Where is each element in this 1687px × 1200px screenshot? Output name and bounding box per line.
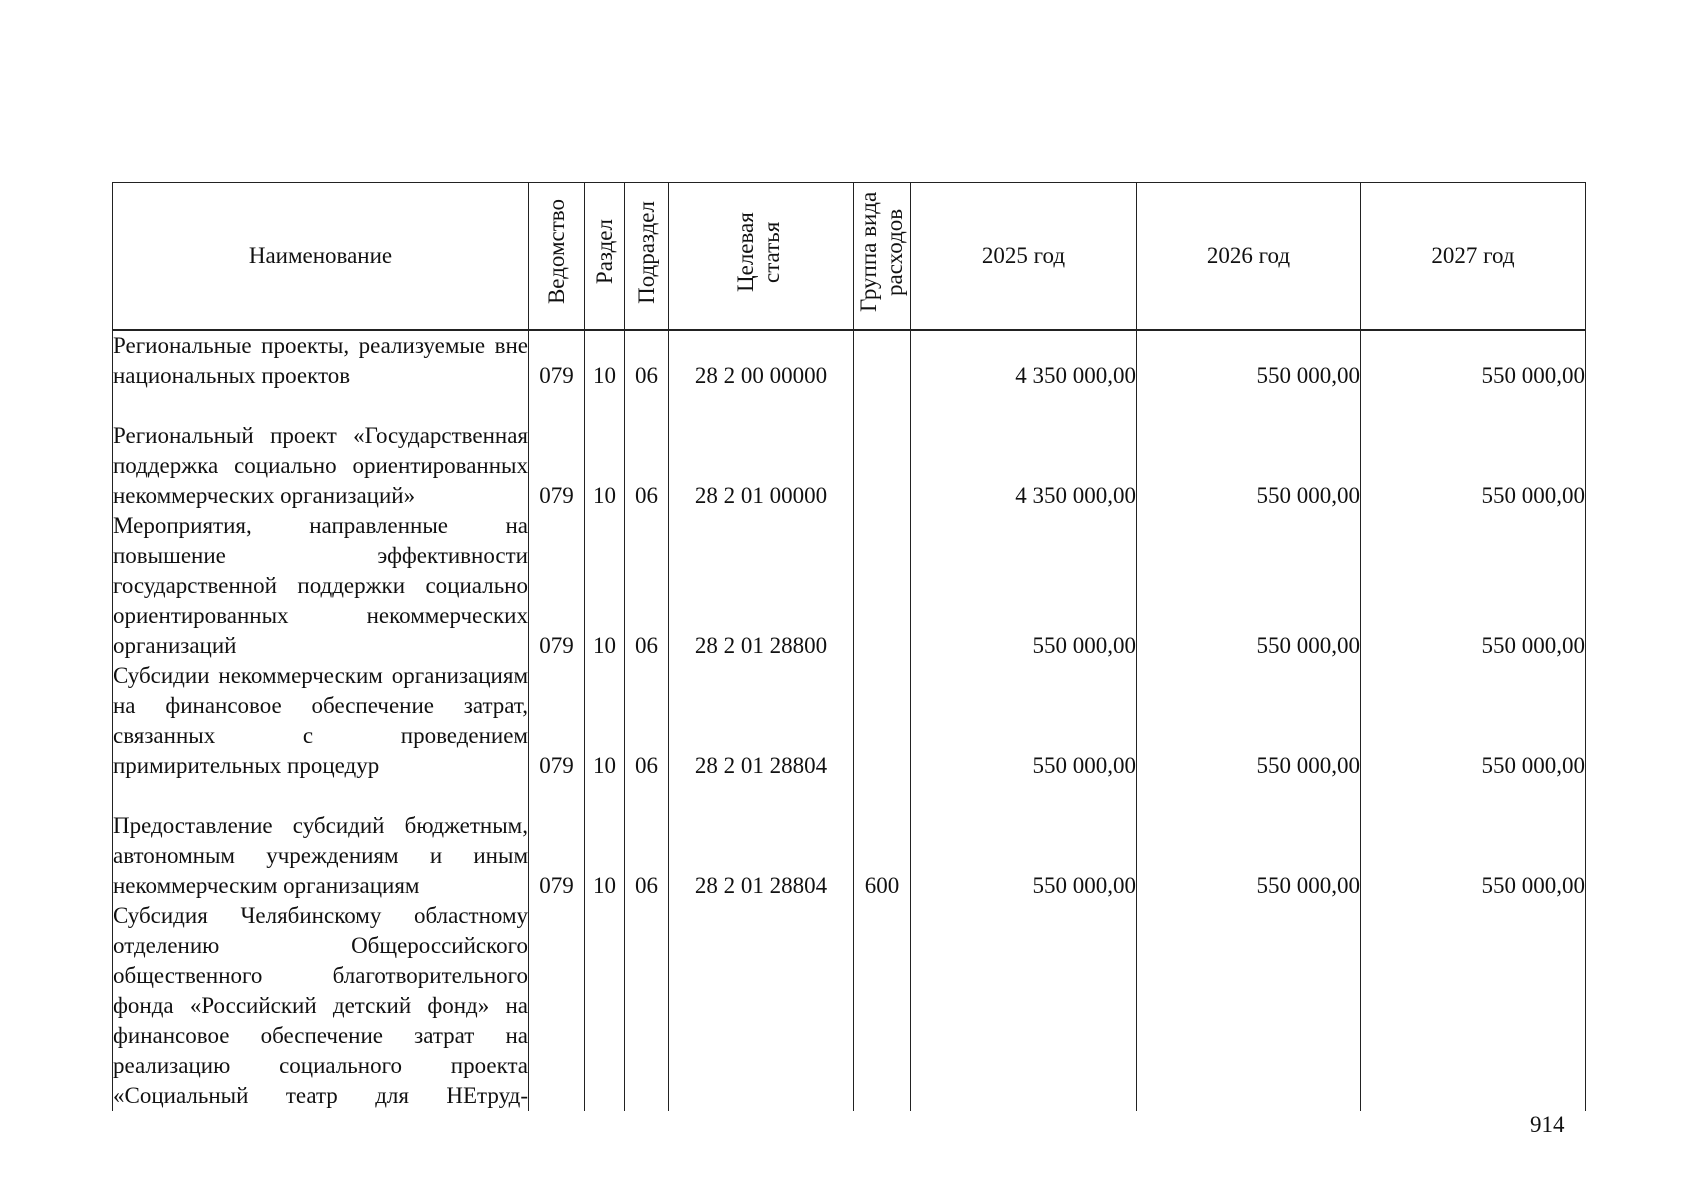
row-2025 [911, 901, 1137, 1111]
page-number: 914 [1530, 1112, 1565, 1137]
row-celevaya-statya: 28 2 01 28804 [669, 781, 854, 901]
row-gruppa [854, 661, 911, 781]
row-celevaya-statya: 28 2 00 00000 [669, 330, 854, 391]
row-podrazdel: 06 [625, 391, 669, 511]
table-row [113, 661, 1586, 781]
header-name: Наименование [113, 183, 529, 331]
row-celevaya-statya [669, 901, 854, 1111]
row-2027: 550 000,00 [1361, 511, 1586, 661]
table-row [113, 511, 1586, 661]
row-podrazdel: 06 [625, 661, 669, 781]
row-2026: 550 000,00 [1137, 781, 1361, 901]
row-2027 [1361, 901, 1586, 1111]
row-podrazdel: 06 [625, 330, 669, 391]
row-razdel: 10 [585, 781, 625, 901]
row-podrazdel [625, 901, 669, 1111]
row-2026: 550 000,00 [1137, 330, 1361, 391]
row-razdel [585, 901, 625, 1111]
row-name: Мероприятия, направленные на повышение эффективности государственной поддержки социально ориентированных некоммерческих организаций [113, 511, 529, 661]
row-celevaya-statya: 28 2 01 00000 [669, 391, 854, 511]
row-celevaya-statya: 28 2 01 28804 [669, 661, 854, 781]
table-row [113, 330, 1586, 391]
row-2025: 4 350 000,00 [911, 391, 1137, 511]
row-podrazdel: 06 [625, 781, 669, 901]
row-2026 [1137, 901, 1361, 1111]
row-razdel: 10 [585, 661, 625, 781]
row-vedomstvo: 079 [529, 330, 585, 391]
row-gruppa [854, 330, 911, 391]
table-row [113, 901, 1586, 1111]
row-celevaya-statya: 28 2 01 28800 [669, 511, 854, 661]
row-gruppa [854, 901, 911, 1111]
row-name: Предоставление субсидий бюджетным, автономным учреждениям и иным некоммерческим организациям [113, 781, 529, 901]
row-podrazdel: 06 [625, 511, 669, 661]
table-row [113, 391, 1586, 511]
header-2026: 2026 год [1137, 183, 1361, 331]
row-razdel: 10 [585, 391, 625, 511]
row-name: Региональный проект «Государственная поддержка социально ориентированных некоммерческих организаций» [113, 391, 529, 511]
budget-table [112, 182, 1586, 1111]
table-row [113, 781, 1586, 901]
row-2025: 550 000,00 [911, 781, 1137, 901]
row-vedomstvo [529, 901, 585, 1111]
row-2025: 550 000,00 [911, 511, 1137, 661]
header-2025: 2025 год [911, 183, 1137, 331]
row-2025: 4 350 000,00 [911, 330, 1137, 391]
row-2026: 550 000,00 [1137, 391, 1361, 511]
row-razdel: 10 [585, 330, 625, 391]
header-vedomstvo: Ведомство [529, 183, 585, 331]
table-header-row [113, 183, 1586, 331]
header-2027: 2027 год [1361, 183, 1586, 331]
row-vedomstvo: 079 [529, 391, 585, 511]
header-celevaya-statya: Целевая статья [669, 183, 854, 331]
row-2026: 550 000,00 [1137, 661, 1361, 781]
row-2027: 550 000,00 [1361, 391, 1586, 511]
row-gruppa [854, 391, 911, 511]
row-name: Региональные проекты, реализуемые вне национальных проектов [113, 330, 529, 391]
row-vedomstvo: 079 [529, 511, 585, 661]
row-gruppa: 600 [854, 781, 911, 901]
row-razdel: 10 [585, 511, 625, 661]
row-name: Субсидии некоммерческим организациям на финансовое обеспечение затрат, связанных с проведением примирительных процедур [113, 661, 529, 781]
header-gruppa-vida-rashodov: Группа вида расходов [854, 183, 911, 331]
header-razdel: Раздел [585, 183, 625, 331]
header-podrazdel: Подраздел [625, 183, 669, 331]
row-name: Субсидия Челябинскому областному отделению Общероссийского общественного благотворительного фонда «Российский детский фонд» на финансовое обеспечение затрат на реализацию социального проекта «Социальный театр для НЕтруд- [113, 901, 529, 1111]
row-2025: 550 000,00 [911, 661, 1137, 781]
row-vedomstvo: 079 [529, 661, 585, 781]
row-2027: 550 000,00 [1361, 781, 1586, 901]
row-2026: 550 000,00 [1137, 511, 1361, 661]
row-2027: 550 000,00 [1361, 330, 1586, 391]
row-gruppa [854, 511, 911, 661]
row-vedomstvo: 079 [529, 781, 585, 901]
row-2027: 550 000,00 [1361, 661, 1586, 781]
